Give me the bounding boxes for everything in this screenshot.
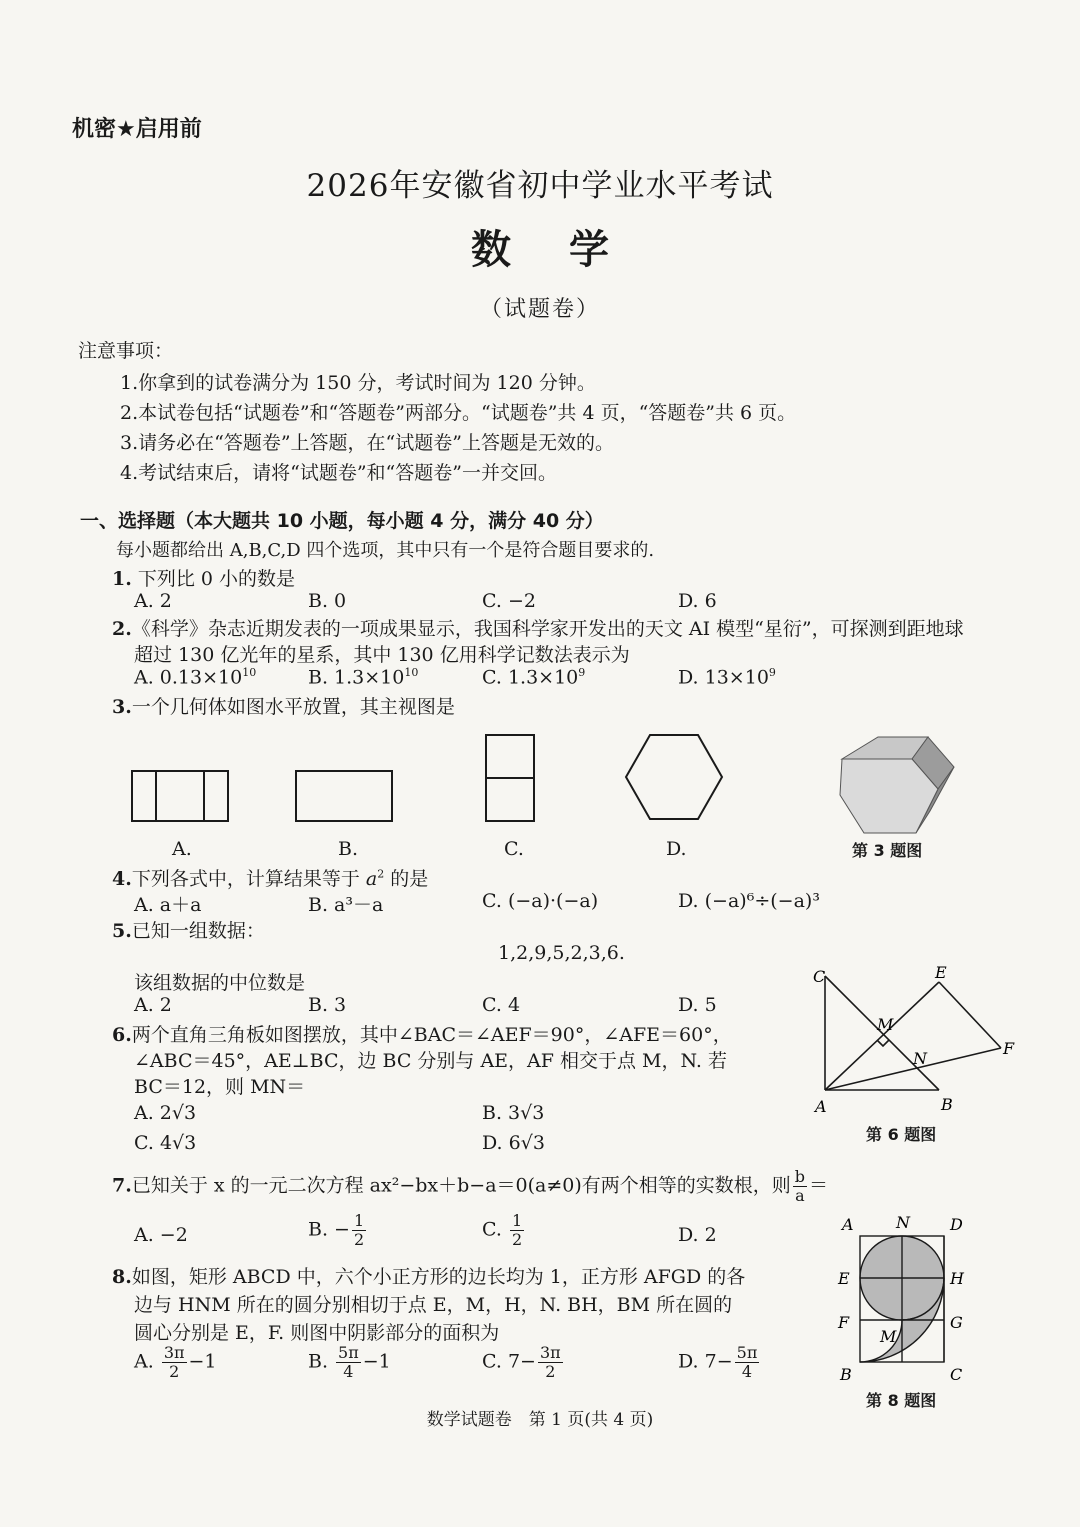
question-text: 一个几何体如图水平放置，其主视图是 (131, 696, 455, 718)
q5-option-b: B. 3 (308, 994, 347, 1016)
q4-option-b: B. a³－a (308, 894, 384, 916)
point-n: N (896, 1213, 910, 1232)
q4-option-d: D. (−a)⁶÷(−a)³ (678, 890, 820, 912)
question-7 (112, 1168, 828, 1205)
q1-option-d: D. 6 (678, 590, 717, 612)
secret-label: 机密★启用前 (72, 117, 202, 142)
section-title: 一、选择题（本大题共 10 小题，每小题 4 分，满分 40 分） (80, 510, 604, 532)
hexagonal-prism-figure (840, 737, 954, 833)
q6-option-c: C. 4√3 (134, 1132, 197, 1154)
question-8 (112, 1262, 745, 1289)
notice-item-2: 2.本试卷包括“试题卷”和“答题卷”两部分。“试题卷”共 4 页，“答题卷”共 6 页。 (120, 402, 797, 424)
q7-option-c: C. $\frac{1}{2}$ (482, 1211, 523, 1249)
variable: a (365, 868, 378, 890)
question-text: 已知关于 x 的一元二次方程 ax²−bx＋b−a＝0(a≠0)有两个相等的实数根，则 (131, 1174, 791, 1197)
q8-line3: 圆心分别是 E，F. 则图中阴影部分的面积为 (134, 1322, 500, 1344)
q3-label-d: D. (666, 838, 687, 860)
q2-option-d: D. $13\times 10^9$ (678, 666, 776, 689)
q8-line2: 边与 HNM 所在的圆分别相切于点 E，M，H，N. BH，BM 所在圆的 (134, 1294, 733, 1316)
question-2 (112, 614, 964, 641)
page-footer: 数学试题卷 第 1 页(共 4 页) (426, 1410, 654, 1430)
point-a: A (842, 1215, 854, 1234)
q3-label-c: C. (504, 838, 524, 860)
q5-data: 1,2,9,5,2,3,6. (498, 942, 625, 964)
point-e: E (838, 1269, 850, 1288)
paper-kind: （试题卷） (479, 297, 600, 322)
point-m: M (877, 1015, 894, 1034)
q3-figures (120, 725, 1040, 845)
q3-label-b: B. (338, 838, 359, 860)
q6-option-b: B. 3√3 (482, 1102, 545, 1124)
equals: ＝ (809, 1174, 829, 1197)
q7-option-b: B. − $\frac{1}{2}$ (308, 1211, 365, 1249)
notice-heading: 注意事项： (78, 340, 174, 362)
point-e: E (935, 963, 947, 982)
exponent: 2 (377, 867, 385, 881)
question-number: 6. (112, 1024, 132, 1046)
option-b-figure (296, 771, 392, 821)
subject-title: 数学 (471, 227, 667, 273)
q5-option-a: A. 2 (134, 994, 172, 1016)
q8-option-d: D. 7− $\frac{5\pi}{4}$ (678, 1343, 758, 1381)
question-number: 2. (112, 618, 132, 640)
point-f: F (838, 1313, 850, 1332)
q5-option-c: C. 4 (482, 994, 521, 1016)
question-3 (112, 692, 455, 719)
point-b: B (840, 1365, 852, 1384)
q1-option-b: B. 0 (308, 590, 347, 612)
point-b: B (941, 1095, 953, 1114)
question-1 (112, 564, 295, 591)
exam-title: 2026年安徽省初中学业水平考试 (306, 168, 774, 204)
question-number: 5. (112, 920, 132, 942)
point-c: C (950, 1365, 963, 1384)
q7-option-d: D. 2 (678, 1224, 717, 1246)
point-g: G (950, 1313, 963, 1332)
point-c: C (813, 967, 826, 986)
question-text-line1: 两个直角三角板如图摆放，其中∠BAC＝∠AEF＝90°，∠AFE＝60°， (131, 1024, 732, 1046)
question-number: 1. (112, 568, 132, 590)
q3-caption: 第 3 题图 (852, 841, 923, 860)
question-4 (112, 864, 428, 891)
q8-option-b: B. $\frac{5\pi}{4}$ −1 (308, 1343, 391, 1381)
notice-item-4: 4.考试结束后，请将“试题卷”和“答题卷”一并交回。 (120, 462, 557, 484)
point-m: M (880, 1327, 897, 1346)
option-d-figure (626, 735, 722, 819)
option-a-figure (132, 771, 228, 821)
point-h: H (950, 1269, 964, 1288)
q6-line3: BC＝12，则 MN＝ (134, 1076, 306, 1098)
q1-option-a: A. 2 (134, 590, 172, 612)
question-text-line1: 如图，矩形 ABCD 中，六个小正方形的边长均为 1，正方形 AFGD 的各 (131, 1266, 746, 1288)
q8-caption: 第 8 题图 (866, 1391, 937, 1410)
q6-option-d: D. 6√3 (482, 1132, 545, 1154)
notice-item-1: 1.你拿到的试卷满分为 150 分，考试时间为 120 分钟。 (120, 372, 596, 394)
question-text: 已知一组数据： (131, 920, 265, 942)
q4-option-c: C. (−a)·(−a) (482, 890, 599, 912)
question-number: 3. (112, 696, 132, 718)
q5-ask: 该组数据的中位数是 (134, 972, 306, 994)
q8-option-c: C. 7− $\frac{3\pi}{2}$ (482, 1343, 561, 1381)
q2-line2: 超过 130 亿光年的星系，其中 130 亿用科学记数法表示为 (134, 644, 630, 666)
question-number: 4. (112, 868, 132, 890)
fraction-b-over-a: $\frac{b}{a}$ (794, 1167, 806, 1205)
point-n: N (913, 1049, 927, 1068)
question-6 (112, 1020, 732, 1047)
question-5 (112, 916, 265, 943)
point-a: A (815, 1097, 827, 1116)
q6-figure (805, 962, 1030, 1122)
question-number: 7. (112, 1174, 132, 1197)
question-text: 下列比 0 小的数是 (137, 568, 296, 590)
q6-option-a: A. 2√3 (134, 1102, 197, 1124)
q8-option-a: A. $\frac{3\pi}{2}$ −1 (134, 1343, 217, 1381)
section-desc: 每小题都给出 A,B,C,D 四个选项，其中只有一个是符合题目要求的. (116, 540, 655, 561)
q6-caption: 第 6 题图 (866, 1125, 937, 1144)
question-text-line1: 《科学》杂志近期发表的一项成果显示，我国科学家开发出的天文 AI 模型“星衍”，可探测到距地球 (131, 618, 964, 640)
q2-option-a: A. $0.13\times 10^{10}$ (134, 666, 257, 689)
q6-line2: ∠ABC＝45°，AE⊥BC，边 BC 分别与 AE，AF 相交于点 M，N. 若 (134, 1050, 727, 1072)
q2-option-c: C. $1.3\times 10^9$ (482, 666, 586, 689)
option-c-figure (486, 735, 534, 821)
question-text: 下列各式中，计算结果等于 (131, 868, 360, 890)
point-d: D (950, 1215, 963, 1234)
question-text-tail: 的是 (384, 868, 429, 890)
q1-option-c: C. −2 (482, 590, 536, 612)
point-f: F (1003, 1039, 1015, 1058)
q5-option-d: D. 5 (678, 994, 717, 1016)
q8-figure (832, 1210, 982, 1390)
q7-option-a: A. −2 (134, 1224, 188, 1246)
q4-option-a: A. a＋a (134, 894, 202, 916)
q3-label-a: A. (172, 838, 192, 860)
q2-option-b: B. $1.3\times 10^{10}$ (308, 666, 419, 689)
question-number: 8. (112, 1266, 132, 1288)
notice-item-3: 3.请务必在“答题卷”上答题，在“试题卷”上答题是无效的。 (120, 432, 614, 454)
